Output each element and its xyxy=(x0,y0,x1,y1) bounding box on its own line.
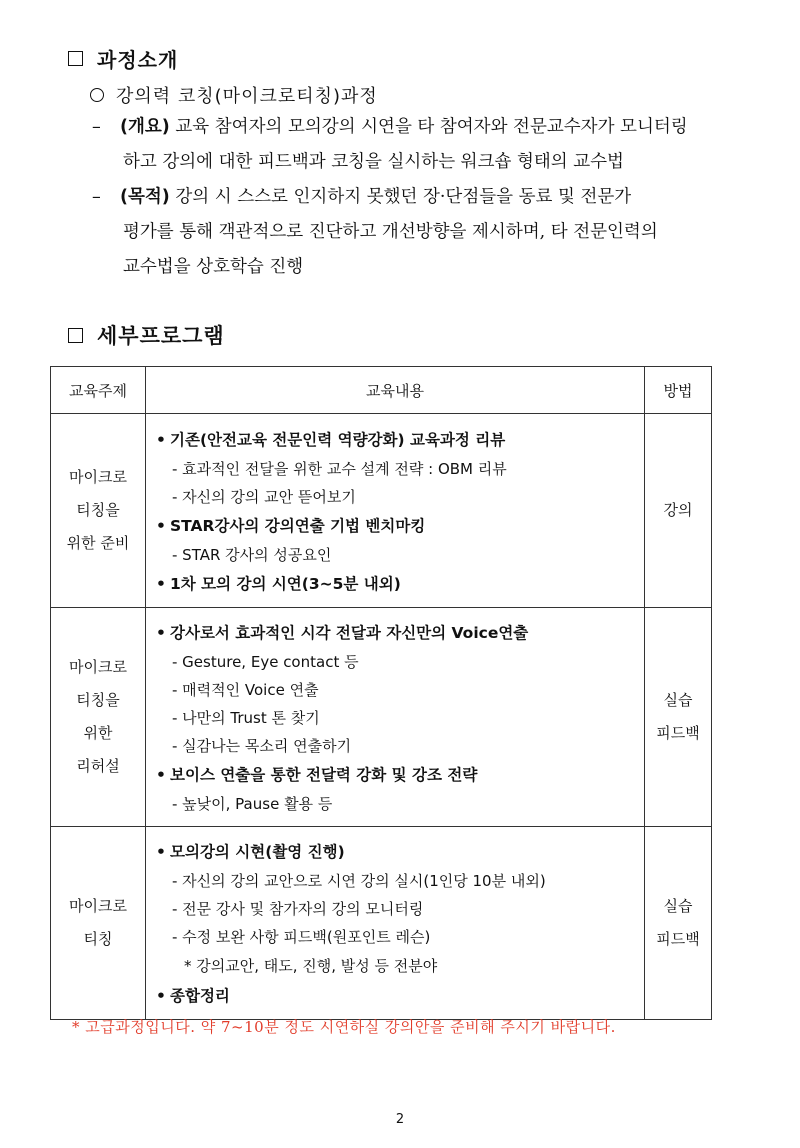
row2-method: 실습 피드백 xyxy=(645,608,712,827)
page-number: 2 xyxy=(395,1112,405,1127)
sub-item: - 자신의 강의 교안으로 시연 강의 실시(1인당 10분 내외) xyxy=(172,872,546,890)
bullet-item: • 모의강의 시현(촬영 진행) xyxy=(156,843,345,861)
note-item: * 강의교안, 태도, 진행, 발성 등 전분야 xyxy=(184,957,438,975)
bullet-item: • 강사로서 효과적인 시각 전달과 자신만의 Voice연출 xyxy=(156,624,529,642)
bullet-item: • 1차 모의 강의 시연(3~5분 내외) xyxy=(156,574,401,593)
purpose-paragraph: – (목적) 강의 시 스스로 인지하지 못했던 장·단점들을 동료 및 전문가 평가를 통해 객관적으로 진단하고 개선방향을 제시하며, 타 전문인력의 교수법을 상호학습 진행 xyxy=(92,180,742,285)
sub-item: - 자신의 강의 교안 뜯어보기 xyxy=(172,487,356,506)
sub-item: - 효과적인 전달을 위한 교수 설계 전략 : OBM 리뷰 xyxy=(172,459,507,478)
row2-content xyxy=(146,608,645,827)
row3-topic: 마이크로 티칭 xyxy=(51,827,146,1020)
row3-content xyxy=(146,827,645,1020)
bullet-item: • STAR강사의 강의연출 기법 벤치마킹 xyxy=(156,516,426,535)
table-header-row xyxy=(51,367,712,414)
header-method: 방법 xyxy=(645,367,712,414)
row1-method: 강의 xyxy=(645,414,712,608)
sub-item: - 실감나는 목소리 연출하기 xyxy=(172,737,352,755)
sub-item: - 전문 강사 및 참가자의 강의 모니터링 xyxy=(172,900,424,918)
circle-bullet-icon xyxy=(90,88,104,102)
sub-item: - STAR 강사의 성공요인 xyxy=(172,545,332,564)
purpose-line2: 평가를 통해 객관적으로 진단하고 개선방향을 제시하며, 타 전문인력의 xyxy=(123,222,658,242)
sub-item: - 높낮이, Pause 활용 등 xyxy=(172,795,333,813)
sub-item: - Gesture, Eye contact 등 xyxy=(172,653,359,671)
section-title-course-intro xyxy=(68,44,178,73)
row2-topic: 마이크로 티칭을 위한 리허설 xyxy=(51,608,146,827)
section-title-text: 세부프로그램 xyxy=(97,324,225,348)
header-topic: 교육주제 xyxy=(51,367,146,414)
purpose-key: (목적) xyxy=(120,187,170,207)
table-row xyxy=(51,414,712,608)
checkbox-square-icon xyxy=(68,51,83,66)
course-name-line xyxy=(90,82,378,108)
row3-method: 실습 피드백 xyxy=(645,827,712,1020)
header-content: 교육내용 xyxy=(146,367,645,414)
overview-line2: 하고 강의에 대한 피드백과 코칭을 실시하는 워크숍 형태의 교수법 xyxy=(123,152,624,172)
course-name: 강의력 코칭(마이크로티칭)과정 xyxy=(116,86,378,107)
program-table xyxy=(50,366,712,1020)
bullet-item: • 기존(안전교육 전문인력 역량강화) 교육과정 리뷰 xyxy=(156,430,506,449)
purpose-line1: 강의 시 스스로 인지하지 못했던 장·단점들을 동료 및 전문가 xyxy=(175,187,632,207)
purpose-line3: 교수법을 상호학습 진행 xyxy=(123,257,304,277)
sub-item: - 나만의 Trust 톤 찾기 xyxy=(172,709,320,727)
overview-line1: 교육 참여자의 모의강의 시연을 타 참여자와 전문교수자가 모니터링 xyxy=(175,117,688,137)
footnote: * 고급과정입니다. 약 7~10분 정도 시연하실 강의안을 준비해 주시기 바랍니다. xyxy=(72,1018,616,1036)
bullet-item: • 보이스 연출을 통한 전달력 강화 및 강조 전략 xyxy=(156,766,478,784)
bullet-item: • 종합정리 xyxy=(156,987,230,1005)
row1-topic: 마이크로 티칭을 위한 준비 xyxy=(51,414,146,608)
section-title-program xyxy=(68,320,225,350)
sub-item: - 매력적인 Voice 연출 xyxy=(172,681,319,699)
overview-paragraph: – (개요) 교육 참여자의 모의강의 시연을 타 참여자와 전문교수자가 모니터링 하고 강의에 대한 피드백과 코칭을 실시하는 워크숍 형태의 교수법 xyxy=(92,110,742,180)
section-title-text: 과정소개 xyxy=(97,48,179,72)
table-row xyxy=(51,608,712,827)
overview-key: (개요) xyxy=(120,117,170,137)
checkbox-square-icon xyxy=(68,328,83,343)
row1-content xyxy=(146,414,645,608)
table-row xyxy=(51,827,712,1020)
sub-item: - 수정 보완 사항 피드백(원포인트 레슨) xyxy=(172,928,431,946)
